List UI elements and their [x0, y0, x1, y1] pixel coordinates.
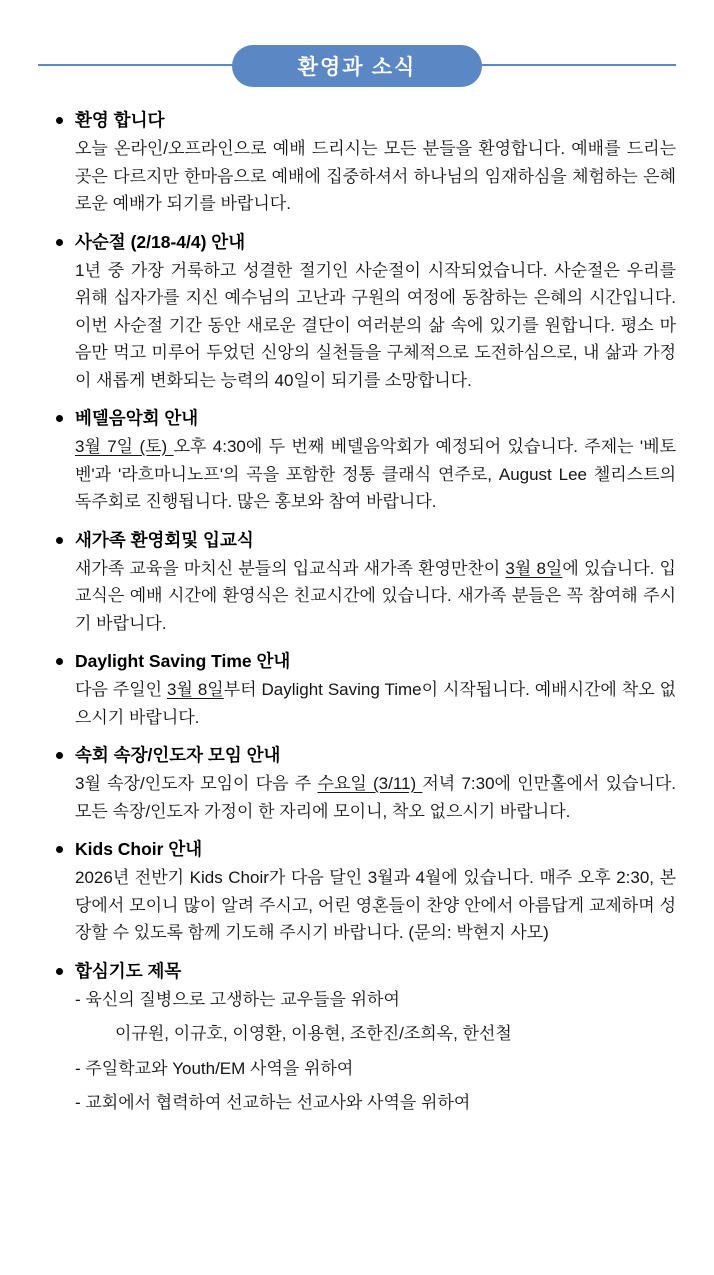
announcement-paragraph [75, 1055, 676, 1083]
announcement-paragraph [75, 770, 676, 825]
underlined-date-text: 수요일 (3/11) [317, 774, 423, 793]
bullet-icon [56, 537, 63, 544]
text-segment: 새가족 교육을 마치신 분들의 입교식과 새가족 환영만찬이 [75, 558, 506, 578]
announcement-heading: 속회 속장/인도자 모임 안내 [75, 745, 281, 765]
text-segment: 2026년 전반기 Kids Choir가 다음 달인 3월과 4월에 있습니다. 매주 오후 2:30, 본당에서 모이니 많이 알려 주시고, 어린 영혼들이 찬양 안에서 아름답게 교제하며 성장할 수 있도록 함께 기도해 주시기 바랍니다. (문의: 박현지 사모) [75, 868, 676, 942]
announcement-heading: Daylight Saving Time 안내 [75, 651, 291, 671]
text-segment: 3월 속장/인도자 모임이 다음 주 [75, 774, 318, 793]
announcement-paragraph [75, 864, 676, 947]
bullet-icon [56, 846, 63, 853]
announcement-paragraph [75, 676, 676, 731]
bullet-icon [56, 415, 63, 422]
announcement-heading: 베델음악회 안내 [75, 408, 199, 428]
announcement-item [38, 405, 676, 516]
announcement-paragraph [75, 1089, 676, 1117]
bullet-icon [56, 752, 63, 759]
announcement-paragraph [75, 135, 676, 218]
announcement-item [38, 648, 676, 731]
text-segment: - 교회에서 협력하여 선교하는 선교사와 사역을 위하여 [75, 1093, 471, 1112]
announcement-paragraph [75, 433, 676, 516]
underlined-date-text: 3월 8일 [505, 558, 563, 578]
bullet-icon [56, 658, 63, 665]
text-segment: 이규원, 이규호, 이영환, 이용현, 조한진/조희옥, 한선철 [115, 1024, 512, 1043]
announcement-paragraph [75, 986, 676, 1014]
announcement-item [38, 229, 676, 395]
text-segment: 다음 주일인 [75, 680, 167, 699]
announcement-heading: 사순절 (2/18-4/4) 안내 [75, 231, 246, 252]
announcement-item [38, 107, 676, 218]
text-segment: 저녁 7:30에 인만홀에서 있습니다. 모든 속장/인도자 가정이 한 자리에 모이니, 착오 없으시기 바랍니다. [75, 774, 676, 821]
page-title: 환영과 소식 [297, 55, 417, 79]
section-title-pill [232, 45, 482, 87]
bullet-icon [56, 968, 63, 975]
announcement-heading: 합심기도 제목 [75, 960, 182, 981]
text-segment: - 육신의 질병으로 고생하는 교우들을 위하여 [75, 989, 400, 1009]
announcement-item [38, 742, 676, 825]
announcement-paragraph [75, 555, 676, 638]
text-segment: 에 있습니다. 입교식은 예배 시간에 환영식은 친교시간에 있습니다. 새가족 분들은 꼭 참여해 주시기 바랍니다. [75, 558, 676, 633]
text-segment: 오후 4:30에 두 번째 베델음악회가 예정되어 있습니다. 주제는 '베토벤'과 '라흐마니노프'의 곡을 포함한 정통 클래식 연주로, August Lee 첼리스트의 독주회로 진행됩니다. 많은 홍보와 참여 바랍니다. [75, 437, 676, 511]
announcement-item [38, 836, 676, 947]
announcement-item [38, 527, 676, 638]
bullet-icon [56, 239, 63, 246]
underlined-date-text: 3월 8일 [167, 680, 224, 699]
announcement-heading: 새가족 환영회및 입교식 [75, 529, 254, 550]
announcement-heading: 환영 합니다 [75, 110, 165, 130]
text-segment: - 주일학교와 Youth/EM 사역을 위하여 [75, 1058, 354, 1078]
text-segment: 부터 Daylight Saving Time이 시작됩니다. 예배시간에 착오 없으시기 바랍니다. [75, 680, 676, 727]
announcement-paragraph [75, 1020, 676, 1048]
announcement-list [38, 107, 676, 1117]
header-banner [0, 0, 714, 92]
text-segment: 오늘 온라인/오프라인으로 예배 드리시는 모든 분들을 환영합니다. 예배를 드리는 곳은 다르지만 한마음으로 예배에 집중하셔서 하나님의 임재하심을 체험하는 은혜로운 예배가 되기를 바랍니다. [75, 139, 676, 213]
text-segment: 1년 중 가장 거룩하고 성결한 절기인 사순절이 시작되었습니다. 사순절은 우리를 위해 십자가를 지신 예수님의 고난과 구원의 여정에 동참하는 은혜의 시간입니다. 이번 사순절 기간 동안 새로운 결단이 여러분의 삶 속에 있기를 원합니다. 평소 마음만 먹고 미루어 두었던 신앙의 실천들을 구체적으로 도전하심으로, 내 삶과 가정이 새롭게 변화되는 능력의 40일이 되기를 소망합니다. [75, 260, 676, 390]
announcement-item [38, 958, 676, 1117]
announcement-paragraph [75, 257, 676, 395]
bullet-icon [56, 117, 63, 124]
underlined-date-text: 3월 7일 (토) [75, 437, 174, 456]
announcement-heading: Kids Choir 안내 [75, 839, 203, 859]
